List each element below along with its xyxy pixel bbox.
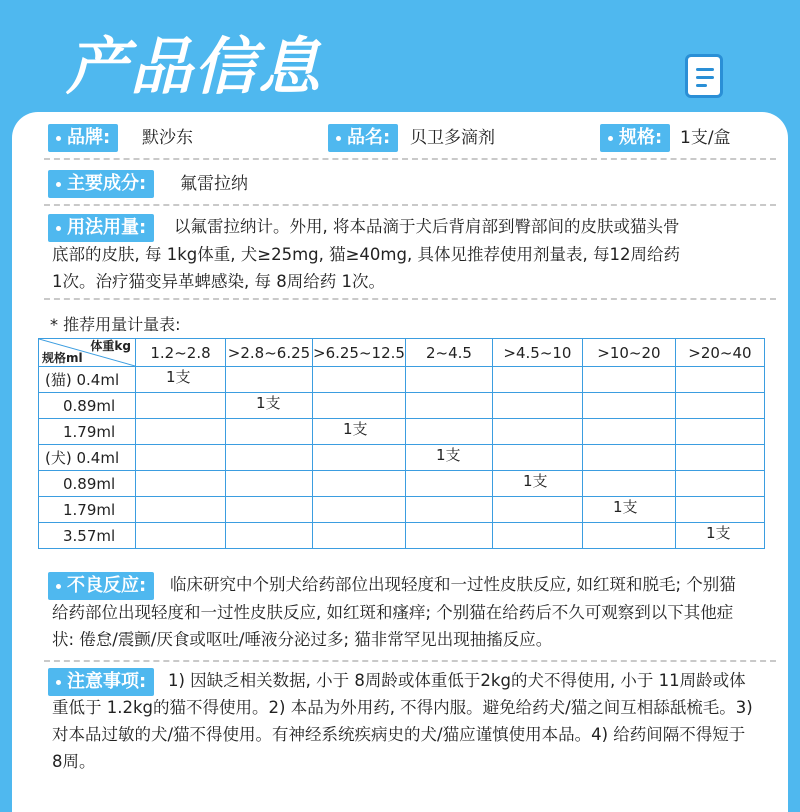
adverse-text-line3: 状: 倦怠/震颤/厌食或呕吐/唾液分泌过多; 猫非常罕见出现抽搐反应。 xyxy=(52,630,553,649)
adverse-text-line2: 给药部位出现轻度和一过性皮肤反应, 如红斑和瘙痒; 个别猫在给药后不久可观察到以下其他症 xyxy=(52,603,734,622)
ingredient-label: 主要成分: xyxy=(48,170,154,198)
table-row xyxy=(39,393,765,419)
precautions-text-line1: 1) 因缺乏相关数据, 小于 8周龄或体重低于2kg的犬不得使用, 小于 11周龄或体 xyxy=(168,671,746,690)
table-header-row xyxy=(39,339,765,367)
column-header: 1.2~2.8 xyxy=(136,339,226,367)
dose-mark: 1支 xyxy=(313,419,406,445)
usage-text-line3: 1次。治疗猫变异革蜱感染, 每 8周给药 1次。 xyxy=(52,272,385,291)
table-row xyxy=(39,471,765,497)
table-row xyxy=(39,445,765,471)
spec-label: 规格: xyxy=(600,124,670,152)
dose-mark: 1支 xyxy=(675,523,764,549)
dose-mark: 1支 xyxy=(405,445,492,471)
brand-value: 默沙东 xyxy=(142,128,193,148)
page-title: 产品信息 xyxy=(66,30,323,103)
adverse-text-line1: 临床研究中个别犬给药部位出现轻度和一过性皮肤反应, 如红斑和脱毛; 个别猫 xyxy=(170,575,736,594)
dose-mark: 1支 xyxy=(136,367,226,393)
row-spec: (犬) 0.4ml xyxy=(39,445,136,471)
corner-weight-label: 体重kg xyxy=(90,339,131,353)
precautions-text-line3: 对本品过敏的犬/猫不得使用。有神经系统疾病史的犬/猫应谨慎使用本品。4) 给药间隔不得短于 xyxy=(52,725,746,744)
table-row xyxy=(39,367,765,393)
row-spec: 0.89ml xyxy=(39,471,136,497)
brand-label: 品牌: xyxy=(48,124,118,152)
adverse-label: 不良反应: xyxy=(48,572,154,600)
name-value: 贝卫多滴剂 xyxy=(410,128,495,148)
row-spec: (猫) 0.4ml xyxy=(39,367,136,393)
precautions-text-line2: 重低于 1.2kg的猫不得使用。2) 本品为外用药, 不得内服。避免给药犬/猫之间互相舔舐梳毛。3) xyxy=(52,698,753,717)
column-header: >10~20 xyxy=(582,339,675,367)
row-spec: 1.79ml xyxy=(39,419,136,445)
precautions-text-line4: 8周。 xyxy=(52,752,96,771)
dosage-table-note: * 推荐用量计量表: xyxy=(50,315,181,334)
column-header: >4.5~10 xyxy=(492,339,582,367)
usage-text-line1: 以氟雷拉纳计。外用, 将本品滴于犬后背肩部到臀部间的皮肤或猫头骨 xyxy=(174,217,680,236)
dosage-table xyxy=(38,338,765,549)
table-row xyxy=(39,523,765,549)
divider xyxy=(44,298,776,300)
row-spec: 1.79ml xyxy=(39,497,136,523)
column-header: >2.8~6.25 xyxy=(226,339,313,367)
corner-spec-label: 规格ml xyxy=(42,351,83,365)
column-header: >6.25~12.5 xyxy=(313,339,406,367)
divider xyxy=(44,158,776,160)
divider xyxy=(44,660,776,662)
column-header: 2~4.5 xyxy=(405,339,492,367)
document-icon xyxy=(685,54,723,98)
usage-label: 用法用量: xyxy=(48,214,154,242)
dose-mark: 1支 xyxy=(492,471,582,497)
usage-text-line2: 底部的皮肤, 每 1kg体重, 犬≥25mg, 猫≥40mg, 具体见推荐使用剂量表, 每12周给药 xyxy=(52,245,680,264)
precautions-label: 注意事项: xyxy=(48,668,154,696)
dose-mark: 1支 xyxy=(582,497,675,523)
table-corner-cell xyxy=(39,339,136,367)
ingredient-value: 氟雷拉纳 xyxy=(180,174,248,194)
name-label: 品名: xyxy=(328,124,398,152)
row-spec: 3.57ml xyxy=(39,523,136,549)
dose-mark: 1支 xyxy=(226,393,313,419)
row-spec: 0.89ml xyxy=(39,393,136,419)
divider xyxy=(44,204,776,206)
table-row xyxy=(39,497,765,523)
table-row xyxy=(39,419,765,445)
spec-value: 1支/盒 xyxy=(680,128,731,148)
column-header: >20~40 xyxy=(675,339,764,367)
